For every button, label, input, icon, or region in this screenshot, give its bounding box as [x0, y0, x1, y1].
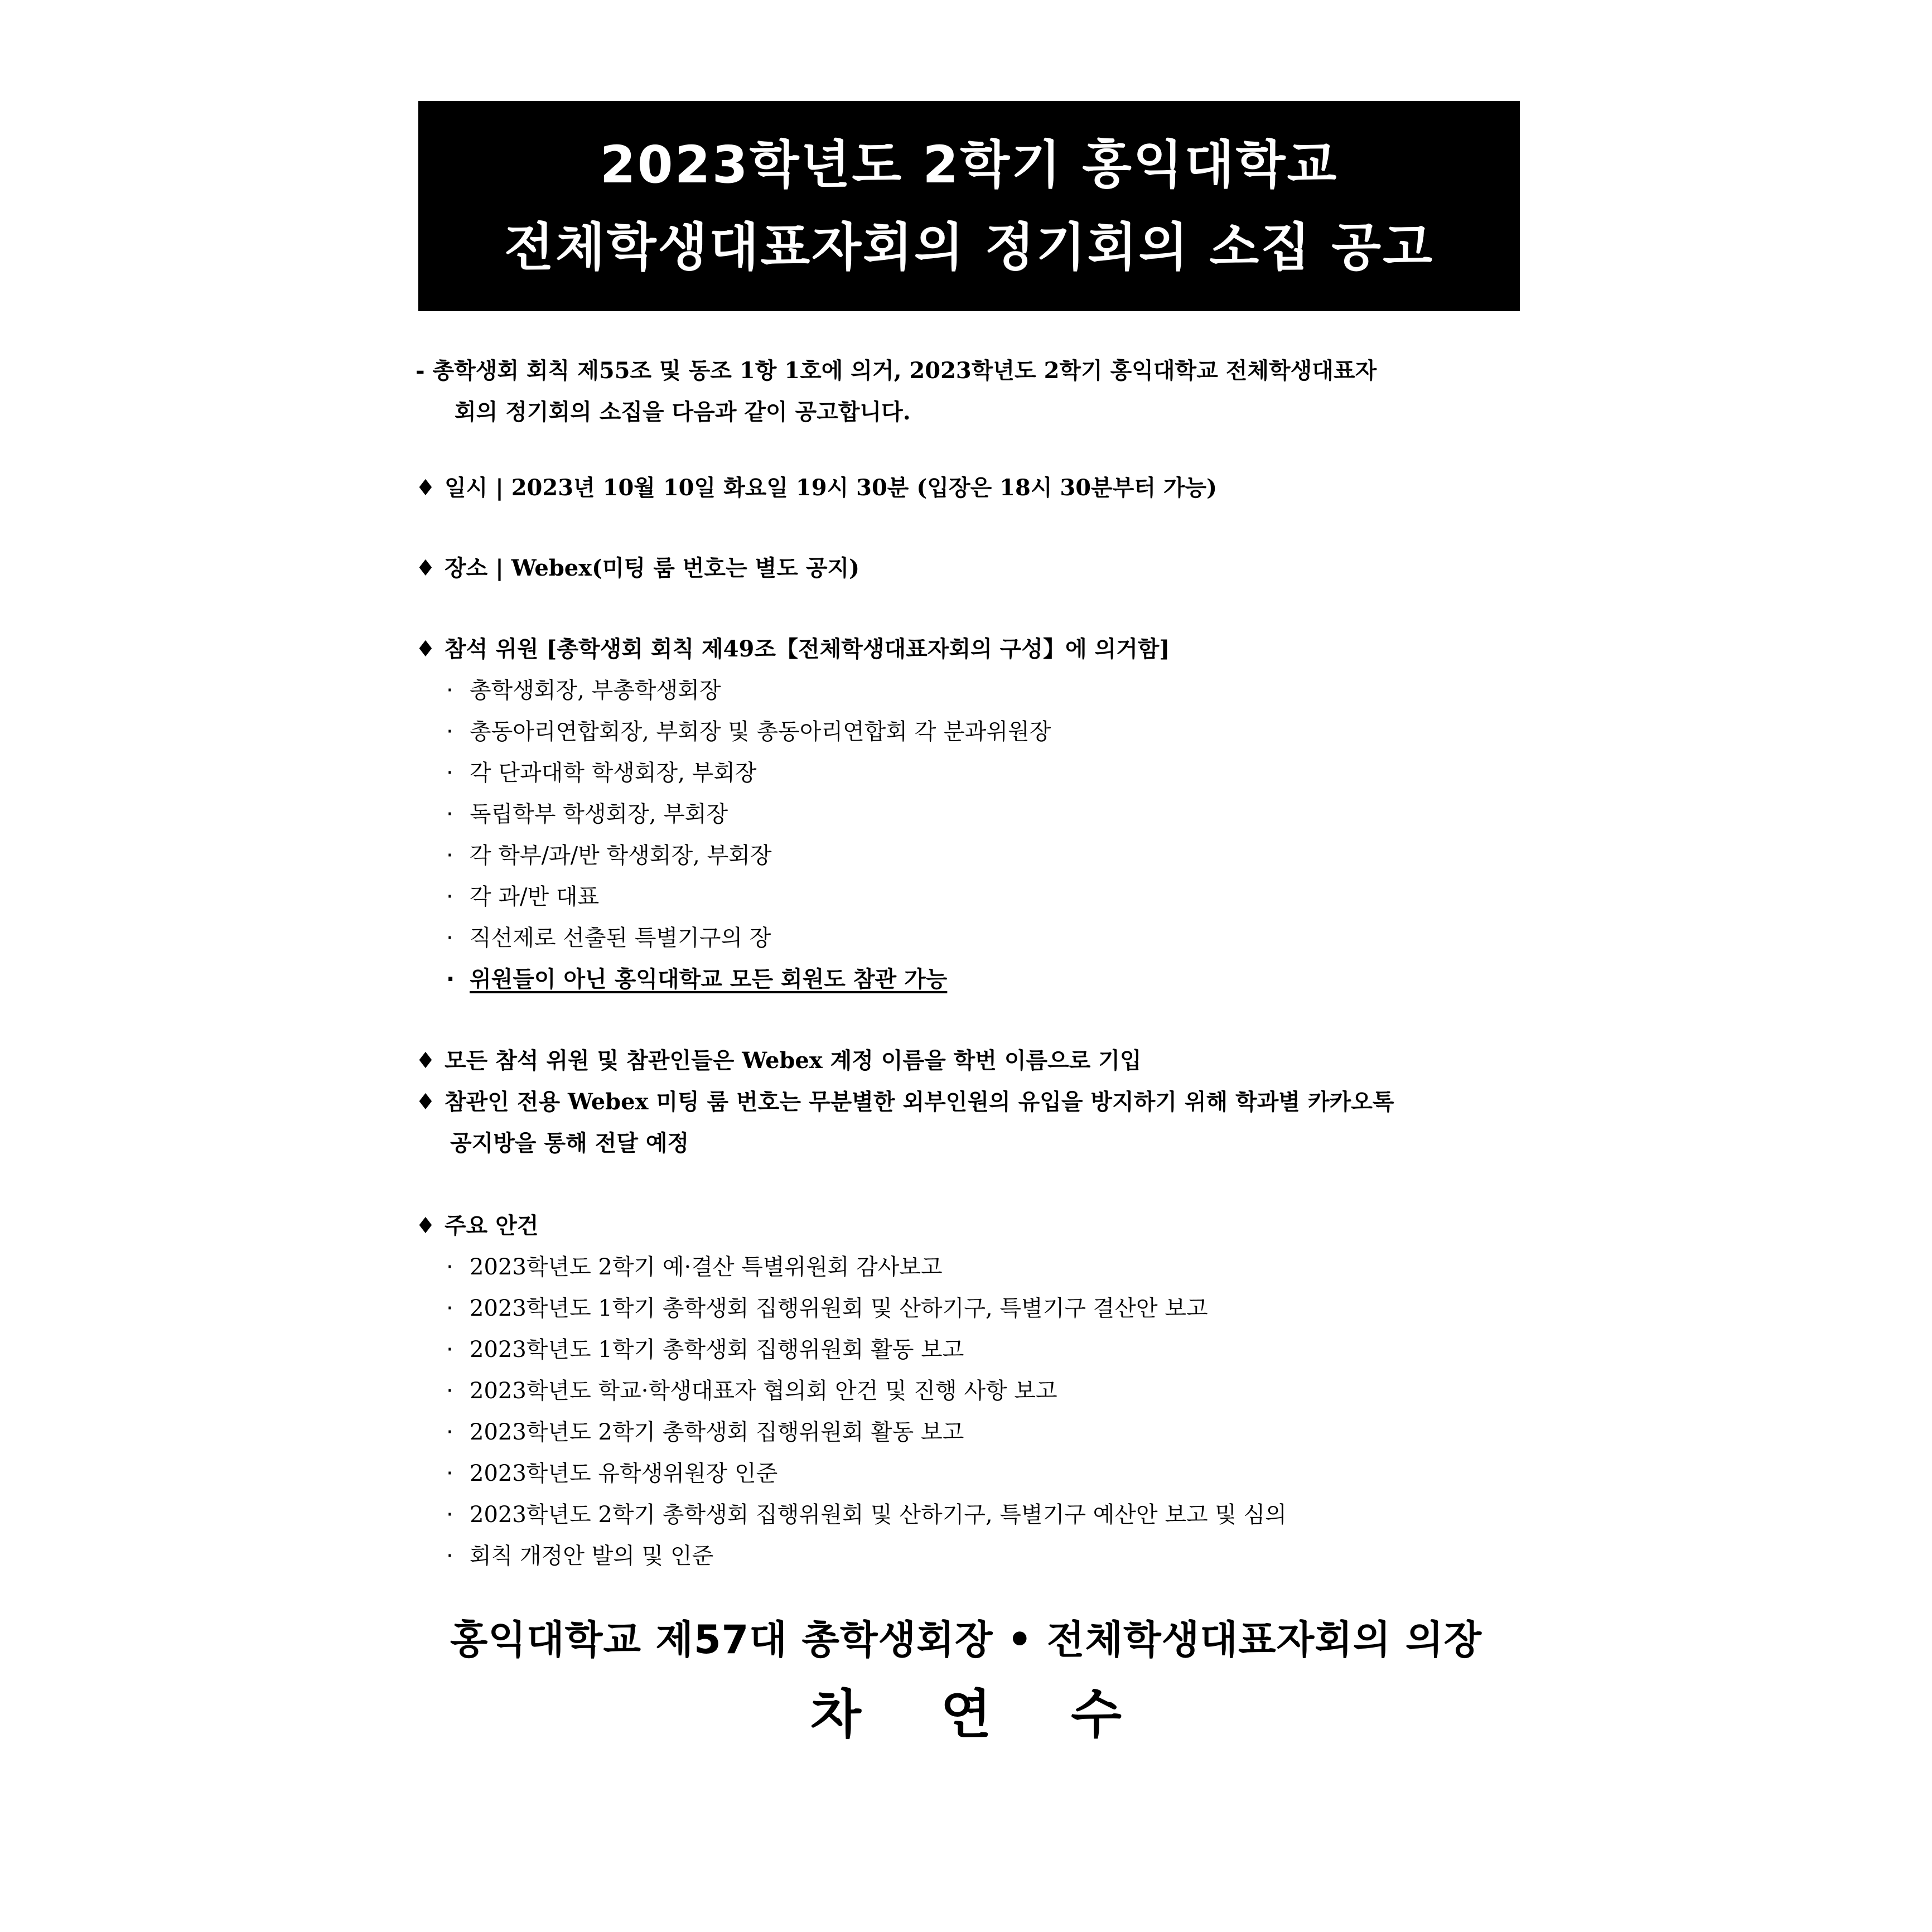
intro-paragraph: [416, 350, 1542, 433]
title-line-1: 2023학년도 2학기 홍익대학교: [600, 134, 1339, 195]
diamond-icon: ♦: [416, 1213, 436, 1239]
observer-room-notice: [416, 1081, 1394, 1164]
attendees-list: [446, 670, 1051, 1000]
bullet-icon: ·: [446, 1296, 453, 1321]
list-item: · 각 단과대학 학생회장, 부회장: [446, 752, 1051, 794]
list-item: · 2023학년도 2학기 총학생회 집행위원회 활동 보고: [446, 1412, 1287, 1453]
list-item: · 각 학부/과/반 학생회장, 부회장: [446, 835, 1051, 876]
bullet-icon: ·: [446, 801, 453, 827]
webex-name-text: 모든 참석 위원 및 참관인들은 Webex 계정 이름을 학번 이름으로 기입: [445, 1047, 1142, 1074]
title-banner: [418, 101, 1520, 311]
place-separator: |: [495, 555, 504, 581]
list-item: · 독립학부 학생회장, 부회장: [446, 794, 1051, 835]
diamond-icon: ♦: [416, 636, 436, 662]
attendees-heading: [416, 629, 1170, 670]
diamond-icon: ♦: [416, 475, 436, 501]
webex-name-notice: [416, 1040, 1142, 1081]
list-item: · 2023학년도 1학기 총학생회 집행위원회 및 산하기구, 특별기구 결산안 보고: [446, 1288, 1287, 1329]
bullet-icon: ·: [446, 884, 453, 910]
observer-notice-line-2: 공지방을 통해 전달 예정: [450, 1130, 689, 1156]
bullet-icon: ·: [446, 678, 453, 703]
list-item: · 총학생회장, 부총학생회장: [446, 670, 1051, 711]
bullet-icon: ·: [446, 925, 453, 951]
attendees-heading-text: 참석 위원 [총학생회 회칙 제49조【전체학생대표자회의 구성】에 의거함]: [445, 636, 1170, 662]
list-item: · 2023학년도 학교·학생대표자 협의회 안건 및 진행 사항 보고: [446, 1370, 1287, 1412]
diamond-icon: ♦: [416, 556, 436, 581]
datetime-note: (입장은 18시 30분부터 가능): [916, 475, 1218, 501]
list-item: · 2023학년도 1학기 총학생회 집행위원회 활동 보고: [446, 1329, 1287, 1370]
list-item: · 2023학년도 2학기 총학생회 집행위원회 및 산하기구, 특별기구 예산안 보고 및 심의: [446, 1494, 1287, 1535]
signatory-name: 차 연 수: [810, 1684, 1122, 1745]
list-item: · 총동아리연합회장, 부회장 및 총동아리연합회 각 분과위원장: [446, 711, 1051, 752]
diamond-icon: ♦: [416, 1048, 436, 1074]
intro-line-2: 회의 정기회의 소집을 다음과 같이 공고합니다.: [455, 399, 911, 425]
list-item: · 직선제로 선출된 특별기구의 장: [446, 917, 1051, 959]
diamond-icon: ♦: [416, 1089, 436, 1115]
bullet-icon: ·: [446, 1543, 453, 1569]
bullet-icon: ·: [446, 719, 453, 745]
title-line-2: 전체학생대표자회의 정기회의 소집 공고: [504, 217, 1434, 277]
place-value: Webex(미팅 룸 번호는 별도 공지): [511, 555, 860, 581]
list-item-observers: [446, 959, 1051, 1000]
list-item: · 2023학년도 유학생위원장 인준: [446, 1453, 1287, 1494]
list-item: · 2023학년도 2학기 예·결산 특별위원회 감사보고: [446, 1247, 1287, 1288]
bullet-icon: ·: [446, 1419, 453, 1445]
bullet-icon: ·: [446, 1461, 453, 1486]
agenda-list: [446, 1247, 1287, 1577]
observers-note: 위원들이 아닌 홍익대학교 모든 회원도 참관 가능: [470, 966, 948, 992]
place-label: 장소: [445, 555, 488, 581]
list-item: · 회칙 개정안 발의 및 인준: [446, 1535, 1287, 1577]
datetime-separator: |: [495, 475, 504, 501]
bullet-icon: ·: [446, 1502, 453, 1528]
agenda-heading-text: 주요 안건: [445, 1213, 539, 1239]
datetime-value: 2023년 10월 10일 화요일 19시 30분: [511, 475, 909, 501]
datetime-label: 일시: [445, 475, 488, 501]
bullet-icon: ·: [446, 1254, 453, 1280]
bullet-icon: ·: [446, 843, 453, 868]
intro-line-1: - 총학생회 회칙 제55조 및 동조 1항 1호에 의거, 2023학년도 2학기 홍익대학교 전체학생대표자: [416, 358, 1377, 384]
agenda-heading: [416, 1205, 539, 1247]
observer-notice-line-1: 참관인 전용 Webex 미팅 룸 번호는 무분별한 외부인원의 유입을 방지하기 위해 학과별 카카오톡: [445, 1089, 1394, 1115]
bullet-icon: ·: [446, 967, 455, 992]
bullet-icon: ·: [446, 1378, 453, 1404]
bullet-icon: ·: [446, 1337, 453, 1363]
datetime-line: [416, 467, 1217, 509]
list-item: · 각 과/반 대표: [446, 876, 1051, 917]
signatory-title: 홍익대학교 제57대 총학생회장 • 전체학생대표자회의 의장: [450, 1617, 1482, 1663]
place-line: [416, 548, 859, 589]
bullet-icon: ·: [446, 760, 453, 786]
